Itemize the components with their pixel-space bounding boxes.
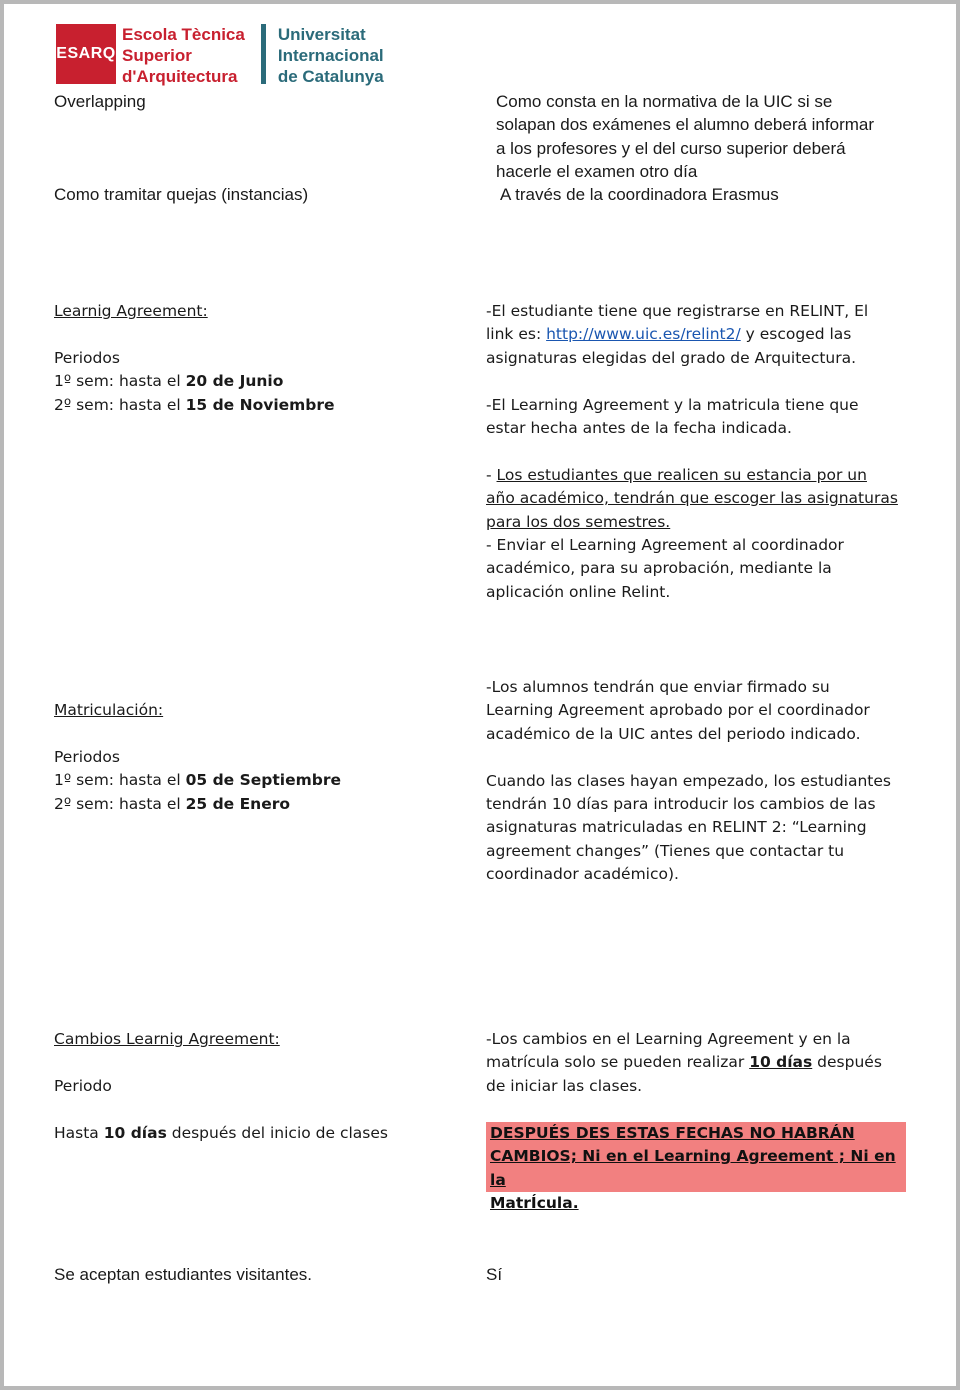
enrollment-info: -Los alumnos tendrán que enviar firmado su Learning Agreement aprobado por el coordinador académico de la UIC antes del periodo indicado. Cuando las clases hayan empezado, los estudiantes tendrán 10 días para introducir los cambios de las asignaturas matriculadas en RELINT 2: “Learning agreement changes” (Tienes que contactar tu coordinador académico). — [486, 678, 891, 884]
visitors-label: Se aceptan estudiantes visitantes. — [54, 1265, 312, 1284]
deadline-warning: DESPUÉS DES ESTAS FECHAS NO HABRÁN CAMBIOS; Ni en el Learning Agreement ; Ni en la MatrÍcula. — [486, 1122, 906, 1192]
relint-link[interactable]: http://www.uic.es/relint2/ — [546, 325, 741, 344]
esarq-badge: ESARQ — [56, 24, 116, 84]
overlapping-text: Como consta en la normativa de la UIC si se solapan dos exámenes el alumno deberá informar a los profesores y el del curso superior deberá hacerle el examen otro día — [496, 92, 875, 182]
learning-agreement-dates — [54, 300, 394, 417]
changes-dates: Cambios Learnig Agreement: Periodo Hasta 10 días después del inicio de clases — [54, 1028, 454, 1145]
logo-divider — [261, 24, 266, 84]
learning-agreement-info: -El estudiante tiene que registrarse en RELINT, El link es: http://www.uic.es/relint2/ y escoged las asignaturas elegidas del grado de Arquitectura. -El Learning Agreement y la matricula tiene que estar hecha antes de la fecha indicada. - Los estudiantes que realicen su estancia por un año académico, tendrán que escoger las asignaturas para los dos semestres. - Enviar el Learning Agreement al coordinador académico, para su aprobación, mediante la aplicación online Relint. — [486, 302, 898, 601]
institution-logo — [56, 24, 384, 86]
complaints-text: A través de la coordinadora Erasmus — [500, 185, 779, 204]
learning-agreement-heading: Learnig Agreement: — [54, 302, 208, 320]
complaints-label: Como tramitar quejas (instancias) — [54, 185, 309, 204]
enrollment-heading: Matriculación: — [54, 701, 164, 719]
changes-info: -Los cambios en el Learning Agreement y en la matrícula solo se pueden realizar 10 días después de iniciar las clases. — [486, 1030, 882, 1095]
overlapping-label: Overlapping — [54, 92, 146, 111]
periods-label: Periodos — [54, 348, 120, 367]
visitors-value: Sí — [486, 1265, 503, 1284]
changes-heading: Cambios Learnig Agreement: — [54, 1030, 280, 1048]
la-sem2: 2º sem: hasta el 15 de Noviembre — [54, 395, 335, 414]
university-name: Universitat Internacional de Catalunya — [277, 25, 384, 86]
enrollment-dates: Matriculación: Periodos 1º sem: hasta el 05 de Septiembre 2º sem: hasta el 25 de Enero — [54, 699, 394, 816]
school-name: Escola Tècnica Superior d'Arquitectura — [122, 25, 245, 86]
la-sem1: 1º sem: hasta el 20 de Junio — [54, 372, 284, 391]
